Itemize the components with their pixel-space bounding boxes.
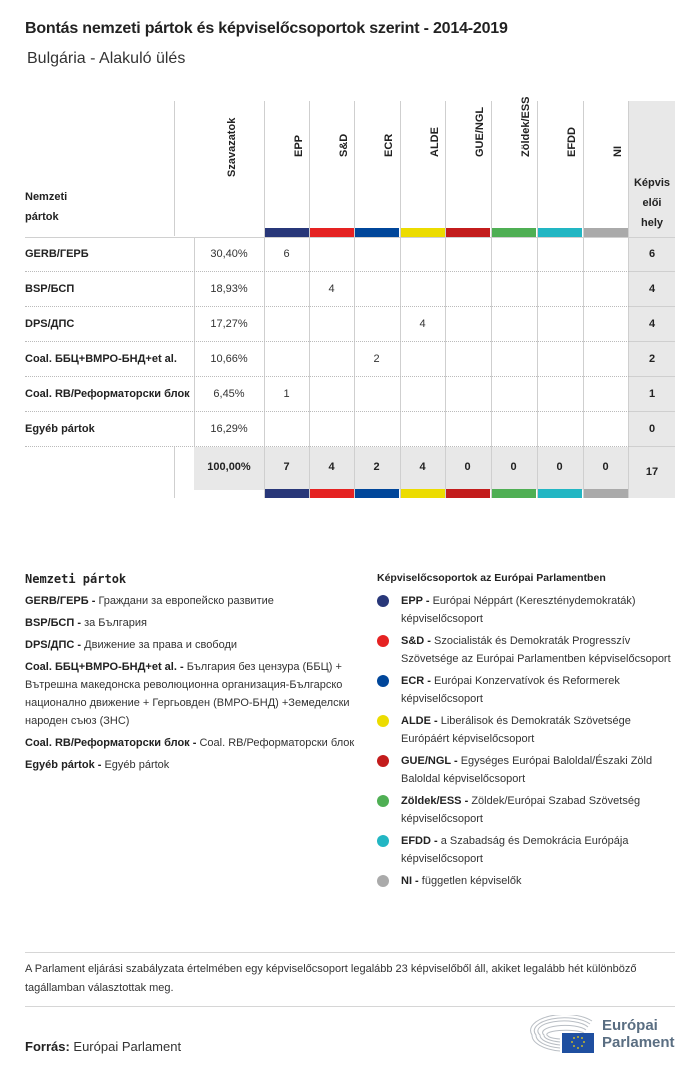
- group-column-header: [537, 101, 582, 237]
- group-total: 4: [419, 461, 426, 473]
- page-subtitle: Bulgária - Alakuló ülés: [27, 50, 186, 67]
- party-name: GERB/ГЕРБ: [25, 248, 89, 260]
- group-total: 7: [283, 461, 290, 473]
- seat-count: [400, 342, 445, 377]
- group-color-bar: [584, 228, 628, 237]
- national-parties-legend: [25, 572, 355, 778]
- color-dot-icon: [377, 595, 389, 607]
- seat-count: 2: [373, 353, 380, 365]
- legend-title: Képviselőcsoportok az Európai Parlamentben: [377, 572, 606, 584]
- seat-count: [445, 237, 490, 272]
- row-total: 6: [648, 248, 656, 260]
- party-legend-item: [25, 614, 355, 632]
- party-description: за България: [84, 617, 147, 629]
- group-color-bar: [538, 228, 582, 237]
- seat-count: [354, 237, 399, 272]
- party-legend-item: [25, 592, 355, 610]
- group-color-bar: [265, 228, 309, 237]
- vote-share: 16,29%: [210, 423, 248, 435]
- party-name: Coal. ББЦ+ВМРО-БНД+et al.: [25, 353, 177, 365]
- party-name: BSP/БСП: [25, 283, 75, 295]
- group-total: 0: [510, 461, 517, 473]
- color-dot-icon: [377, 795, 389, 807]
- party-description: Egyéb pártok: [104, 759, 170, 771]
- seat-count: [400, 412, 445, 447]
- group-total: 0: [556, 461, 563, 473]
- group-legend-item: [377, 632, 677, 668]
- party-name: DPS/ДПС: [25, 318, 75, 330]
- group-abbr: ALDE -: [401, 715, 438, 727]
- group-header-label: ECR: [383, 133, 395, 157]
- group-header-label: ALDE: [429, 127, 441, 157]
- vote-share: 30,40%: [210, 248, 248, 260]
- party-abbr: Egyéb pártok -: [25, 759, 102, 771]
- group-header-label: S&D: [338, 133, 350, 157]
- color-dot-icon: [377, 755, 389, 767]
- party-legend-item: [25, 658, 355, 730]
- european-parliament-logo: [530, 1015, 680, 1055]
- group-color-bar: [401, 489, 445, 498]
- seat-count: [491, 377, 536, 412]
- color-dot-icon: [377, 835, 389, 847]
- hemicycle-icon: [530, 1015, 598, 1055]
- group-column-header: [445, 101, 490, 237]
- party-legend-item: [25, 756, 355, 774]
- group-header-label: GUE/NGL: [474, 106, 486, 157]
- group-color-bar: [584, 489, 628, 498]
- header-line: Képvis: [633, 177, 671, 189]
- group-description: Európai Konzervatívok és Reformerek képviselőcsoport: [401, 675, 620, 705]
- seat-count: [583, 272, 628, 307]
- group-column-header: [264, 101, 309, 237]
- page-title: Bontás nemzeti pártok és képviselőcsoportok szerint - 2014-2019: [25, 20, 508, 37]
- color-dot-icon: [377, 715, 389, 727]
- group-legend-item: [377, 712, 677, 748]
- seat-count: [491, 272, 536, 307]
- group-color-bar: [355, 228, 399, 237]
- seat-count: [537, 272, 582, 307]
- logo-text: [602, 1017, 675, 1051]
- group-header-label: NI: [612, 146, 624, 157]
- row-total: 4: [648, 283, 656, 295]
- grand-total: 17: [645, 466, 659, 478]
- party-description: Движение за права и свободи: [84, 639, 238, 651]
- seat-count: [354, 272, 399, 307]
- group-legend-item: [377, 872, 677, 890]
- group-column-header: [309, 101, 354, 237]
- group-description: Liberálisok és Demokraták Szövetsége Európáért képviselőcsoport: [401, 715, 631, 745]
- seat-count: [491, 307, 536, 342]
- group-legend-item: [377, 832, 677, 868]
- header-line: pártok: [25, 211, 59, 223]
- row-total: 0: [648, 423, 656, 435]
- seat-count: [309, 412, 354, 447]
- header-line: Nemzeti: [25, 191, 68, 203]
- votes-column-header: [174, 101, 264, 237]
- vote-share: 10,66%: [210, 353, 248, 365]
- seat-count: [537, 307, 582, 342]
- group-total: 4: [328, 461, 335, 473]
- group-color-bar: [446, 228, 490, 237]
- group-abbr: ECR -: [401, 675, 431, 687]
- legend-title: Nemzeti pártok: [25, 572, 127, 586]
- group-color-bar: [401, 228, 445, 237]
- row-total: 1: [648, 388, 656, 400]
- seat-count: [445, 342, 490, 377]
- seat-count: [583, 237, 628, 272]
- party-column-header: [25, 187, 67, 227]
- group-column-header: [583, 101, 628, 237]
- party-abbr: Coal. ББЦ+ВМРО-БНД+et al. -: [25, 661, 184, 673]
- group-abbr: Zöldek/ESS -: [401, 795, 469, 807]
- divider: [174, 101, 175, 236]
- party-abbr: Coal. RB/Реформаторски блок -: [25, 737, 197, 749]
- group-legend-item: [377, 752, 677, 788]
- seat-count: [491, 342, 536, 377]
- totals-row: [25, 447, 675, 490]
- seat-count: [309, 237, 354, 272]
- seat-count: 4: [328, 283, 335, 295]
- table-row: [25, 377, 675, 412]
- group-abbr: EPP -: [401, 595, 430, 607]
- seat-count: [491, 412, 536, 447]
- divider: [25, 1006, 675, 1007]
- group-total: 2: [373, 461, 380, 473]
- group-description: Szocialisták és Demokraták Progresszív Szövetsége az Európai Parlamentben képviselőcsoport: [401, 635, 671, 665]
- seat-count: [583, 412, 628, 447]
- seat-count: [445, 412, 490, 447]
- seat-count: [583, 307, 628, 342]
- source-line: [25, 1039, 181, 1054]
- header-line: hely: [640, 217, 663, 229]
- seat-count: [400, 377, 445, 412]
- group-legend-item: [377, 672, 677, 708]
- seat-count: [445, 307, 490, 342]
- logo-line: Európai: [602, 1017, 658, 1034]
- seat-count: [537, 377, 582, 412]
- party-abbr: GERB/ГЕРБ -: [25, 595, 96, 607]
- party-legend-item: [25, 636, 355, 654]
- group-abbr: EFDD -: [401, 835, 438, 847]
- seat-count: [583, 377, 628, 412]
- seat-count: [445, 377, 490, 412]
- group-abbr: NI -: [401, 875, 419, 887]
- seat-count: [264, 307, 309, 342]
- party-legend-item: [25, 734, 355, 752]
- party-description: Граждани за европейско развитие: [98, 595, 274, 607]
- seat-count: [309, 307, 354, 342]
- row-total: 4: [648, 318, 656, 330]
- seat-count: 1: [283, 388, 290, 400]
- group-header-label: EFDD: [566, 127, 578, 157]
- group-abbr: GUE/NGL -: [401, 755, 458, 767]
- party-abbr: BSP/БСП -: [25, 617, 82, 629]
- party-name: Coal. RB/Реформаторски блок: [25, 388, 190, 400]
- vote-share: 17,27%: [210, 318, 248, 330]
- table-row: [25, 307, 675, 342]
- group-legend-item: [377, 792, 677, 828]
- seat-count: [537, 412, 582, 447]
- seat-count: [264, 272, 309, 307]
- seat-count: [583, 342, 628, 377]
- seat-count: [491, 237, 536, 272]
- political-groups-legend: [377, 572, 677, 894]
- seat-count: [400, 272, 445, 307]
- seat-count: 6: [283, 248, 290, 260]
- seat-count: [309, 377, 354, 412]
- group-color-bar: [355, 489, 399, 498]
- group-color-bar: [310, 489, 354, 498]
- party-description: Coal. RB/Реформаторски блок: [199, 737, 355, 749]
- vote-share: 18,93%: [210, 283, 248, 295]
- seat-count: [354, 307, 399, 342]
- logo-line: Parlament: [602, 1034, 675, 1051]
- seat-count: [537, 237, 582, 272]
- group-color-bar: [538, 489, 582, 498]
- seats-column-header: [629, 173, 675, 233]
- group-header-label: EPP: [293, 134, 305, 157]
- votes-header-label: Szavazatok: [226, 117, 238, 177]
- seat-count: 4: [419, 318, 426, 330]
- seat-count: [264, 412, 309, 447]
- group-description: független képviselők: [421, 875, 522, 887]
- group-color-bar: [446, 489, 490, 498]
- source-value: Európai Parlament: [69, 1039, 182, 1054]
- group-description: Európai Néppárt (Kereszténydemokraták) képviselőcsoport: [401, 595, 636, 625]
- group-total: 0: [602, 461, 609, 473]
- seat-count: [400, 237, 445, 272]
- source-label: Forrás:: [25, 1039, 70, 1054]
- group-header-label: Zöldek/ESS: [520, 96, 532, 157]
- seat-count: [354, 412, 399, 447]
- group-color-bar: [310, 228, 354, 237]
- seat-count: [537, 342, 582, 377]
- table-row: [25, 237, 675, 272]
- table-row: [25, 412, 675, 447]
- header-line: elői: [642, 197, 662, 209]
- group-color-bar: [265, 489, 309, 498]
- group-description: Zöldek/Európai Szabad Szövetség képviselőcsoport: [401, 795, 641, 825]
- group-column-header: [400, 101, 445, 237]
- group-legend-item: [377, 592, 677, 628]
- color-dot-icon: [377, 675, 389, 687]
- group-color-bar: [492, 489, 536, 498]
- group-column-header: [491, 96, 536, 237]
- color-dot-icon: [377, 635, 389, 647]
- total-votes: 100,00%: [207, 461, 251, 473]
- seat-count: [264, 342, 309, 377]
- party-abbr: DPS/ДПС -: [25, 639, 82, 651]
- group-description: Egységes Európai Baloldal/Északi Zöld Baloldal képviselőcsoport: [401, 755, 653, 785]
- vote-share: 6,45%: [213, 388, 245, 400]
- divider: [25, 952, 675, 953]
- party-name: Egyéb pártok: [25, 423, 95, 435]
- group-color-bar: [492, 228, 536, 237]
- footnote: A Parlament eljárási szabályzata értelmében egy képviselőcsoport legalább 23 képviselőből áll, akiket legalább hét különböző tagállamban választottak meg.: [25, 963, 637, 994]
- group-column-header: [354, 101, 399, 237]
- group-description: a Szabadság és Demokrácia Európája képviselőcsoport: [401, 835, 629, 865]
- table-row: [25, 272, 675, 307]
- row-total: 2: [648, 353, 656, 365]
- seat-count: [309, 342, 354, 377]
- seat-count: [354, 377, 399, 412]
- color-dot-icon: [377, 875, 389, 887]
- seat-count: [445, 272, 490, 307]
- table-row: [25, 342, 675, 377]
- group-total: 0: [464, 461, 471, 473]
- party-description: България без цензура (ББЦ) + Вътрешна македонска революционна организация-Българско национално движение + Гергьовден (ВМРО-БНД) +Земеделски народен съюз (ЗНС): [25, 661, 350, 727]
- group-abbr: S&D -: [401, 635, 431, 647]
